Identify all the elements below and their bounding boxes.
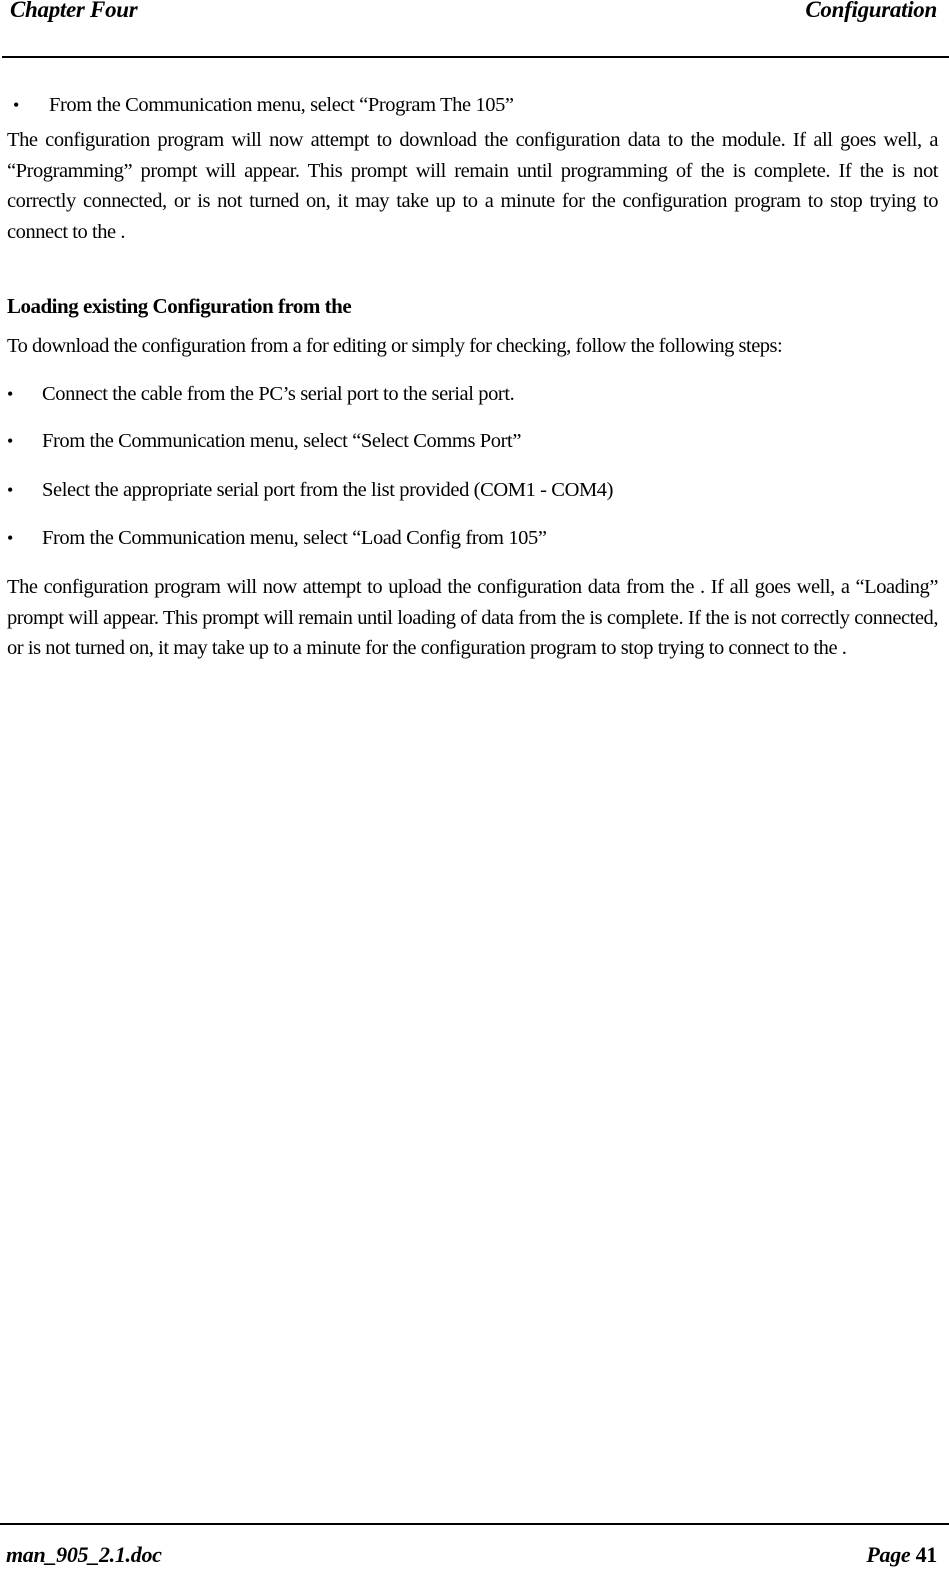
header-divider	[2, 56, 949, 58]
section-intro: To download the configuration from a for editing or simply for checking, follow the following steps:	[7, 335, 783, 357]
footer-divider	[0, 1523, 949, 1525]
bullet-icon: •	[13, 95, 19, 115]
document-filename: man_905_2.1.doc	[6, 1542, 162, 1567]
section-heading: Loading existing Configuration from the	[7, 294, 352, 318]
bullet-icon: •	[7, 384, 13, 404]
chapter-title: Chapter Four	[10, 0, 138, 22]
bullet-icon: •	[7, 431, 13, 451]
list-item-text: From the Communication menu, select “Program The 105”	[49, 94, 514, 116]
page-number: 41	[915, 1542, 937, 1567]
page-label: Page	[866, 1542, 911, 1567]
list-item-text: Connect the cable from the PC’s serial port to the serial port.	[42, 383, 515, 405]
bullet-icon: •	[7, 480, 13, 500]
section-title: Configuration	[805, 0, 937, 22]
bullet-icon: •	[7, 528, 13, 548]
list-item-text: Select the appropriate serial port from the list provided (COM1 - COM4)	[42, 479, 614, 501]
paragraph-download: The configuration program will now attempt to download the configuration data to the module. If all goes well, a “Programming” prompt will appear. This prompt will remain until programming of the is complete. If the is not correctly connected, or is not turned on, it may take up to a minute for the configuration program to stop trying to connect to the .	[7, 129, 938, 243]
list-item-text: From the Communication menu, select “Load Config from 105”	[42, 527, 547, 549]
list-item-text: From the Communication menu, select “Select Comms Port”	[42, 430, 522, 452]
page-number-label	[866, 1541, 937, 1569]
paragraph-upload: The configuration program will now attempt to upload the configuration data from the . If all goes well, a “Loading” prompt will appear. This prompt will remain until loading of data from the is complete. If the is not correctly connected, or is not turned on, it may take up to a minute for the configuration program to stop trying to connect to the .	[7, 576, 938, 659]
